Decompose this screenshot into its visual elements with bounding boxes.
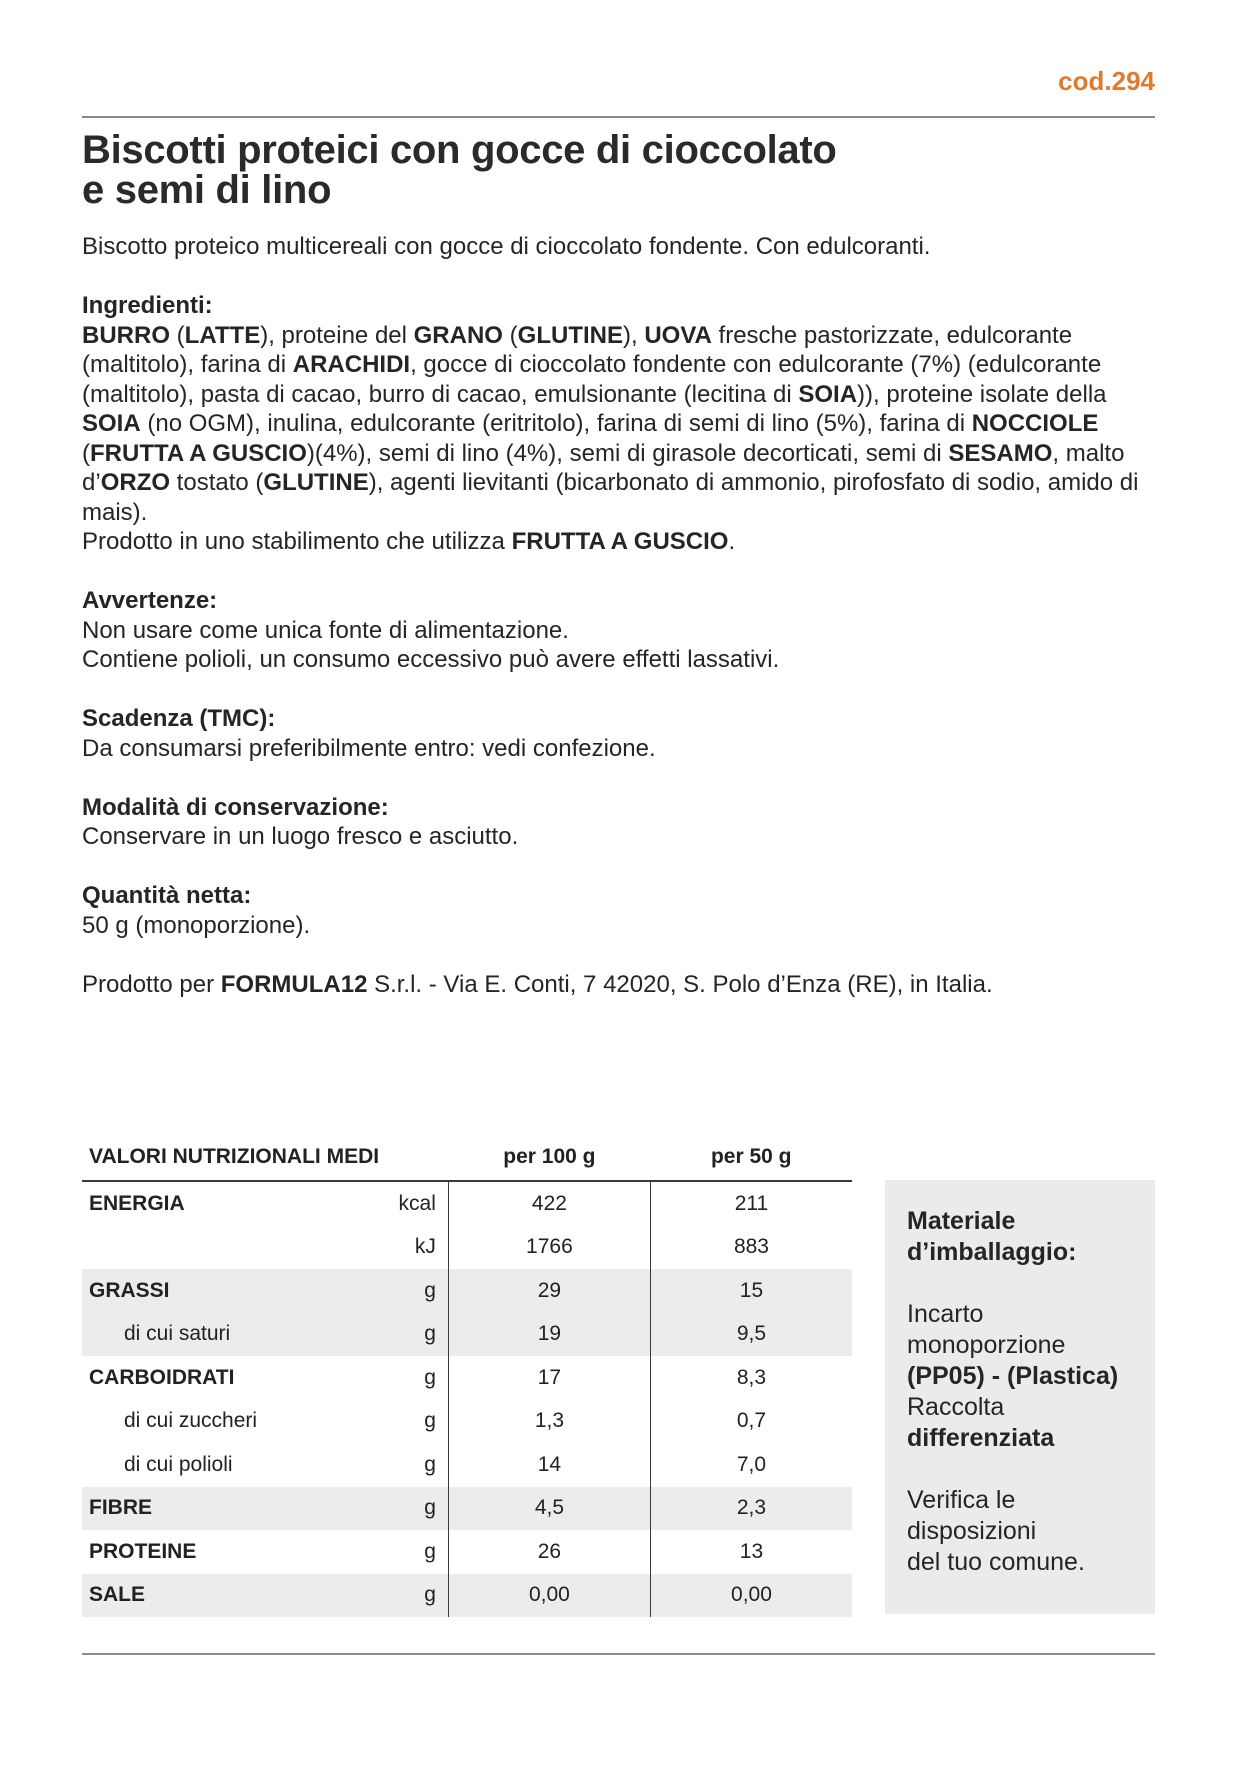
title-line-2: e semi di lino xyxy=(82,168,332,212)
nutrient-value-per100: 422 xyxy=(448,1181,650,1226)
nutrition-row xyxy=(82,1443,852,1487)
nutrition-row xyxy=(82,1574,852,1618)
nutrient-name: ENERGIA xyxy=(89,1191,185,1215)
packaging-title-1: Materiale xyxy=(907,1207,1016,1235)
packaging-line-3: (PP05) - (Plastica) xyxy=(907,1362,1119,1390)
facility-note xyxy=(82,527,1162,557)
nutrition-row xyxy=(82,1487,852,1531)
allergen-text: GRANO xyxy=(413,321,503,349)
nutrient-value-per50: 13 xyxy=(739,1539,764,1563)
warning-line-2: Contiene polioli, un consumo eccessivo può avere effetti lassativi. xyxy=(82,646,780,673)
nutrition-row xyxy=(82,1356,852,1400)
nutrition-row xyxy=(82,1400,852,1444)
ingredient-text: ( xyxy=(82,439,90,467)
expiry-text: Da consumarsi preferibilmente entro: vedi confezione. xyxy=(82,734,656,762)
warning-line-1: Non usare come unica fonte di alimentazione. xyxy=(82,616,569,644)
nutrient-value-per50: 7,0 xyxy=(736,1452,767,1476)
nutrient-value-per50: 15 xyxy=(650,1269,852,1313)
ingredient-text: tostato ( xyxy=(170,469,264,496)
nutrient-value-per50: 0,00 xyxy=(650,1574,852,1618)
nutrient-value-per100: 17 xyxy=(448,1356,650,1400)
ingredient-text: fresche pastorizzate, edulcorante (maltitolo), farina di xyxy=(82,321,1073,378)
page-title xyxy=(82,130,1152,210)
product-description: Biscotto proteico multicereali con gocce di cioccolato fondente. Con edulcoranti. xyxy=(82,233,931,260)
allergen-text: NOCCIOLE xyxy=(971,410,1099,437)
allergen-text: FRUTTA A GUSCIO xyxy=(90,439,307,467)
nutrition-table xyxy=(82,1133,852,1617)
allergen-text: BURRO xyxy=(82,321,170,349)
ingredient-text: (no OGM), inulina, edulcorante (eritritolo), farina di semi di lino (5%), farina di xyxy=(140,410,972,437)
nutrient-unit: g xyxy=(376,1269,449,1313)
nutrient-name: FIBRE xyxy=(82,1487,376,1531)
nutrient-name xyxy=(82,1226,376,1270)
nutrient-value-per100: 14 xyxy=(448,1443,650,1487)
nutrition-body xyxy=(82,1181,852,1617)
nutrient-value-per100: 0,00 xyxy=(448,1574,650,1618)
nutrient-name: CARBOIDRATI xyxy=(89,1365,235,1389)
nutrient-unit: g xyxy=(376,1400,449,1444)
top-divider xyxy=(82,116,1155,118)
ingredient-text: , malto d’ xyxy=(82,439,1125,496)
producer-prefix: Prodotto per xyxy=(82,970,221,998)
nutrient-value-per100: 19 xyxy=(448,1313,650,1357)
quantity-label: Quantità netta: xyxy=(82,882,252,909)
packaging-box xyxy=(885,1180,1155,1614)
allergen-text: UOVA xyxy=(644,321,712,349)
ingredient-text: ( xyxy=(502,321,518,349)
ingredient-text: ), agenti lievitanti (bicarbonato di ammonio, pirofosfato di sodio, amido di mais). xyxy=(82,469,1139,526)
ingredients-label: Ingredienti: xyxy=(82,292,213,319)
nutrient-name: SALE xyxy=(82,1574,376,1618)
nutrition-row xyxy=(82,1530,852,1574)
allergen-text: ORZO xyxy=(100,469,171,496)
allergen-text: SOIA xyxy=(82,410,141,437)
storage-text: Conservare in un luogo fresco e asciutto. xyxy=(82,823,519,850)
nutrition-row xyxy=(82,1181,852,1226)
nutrient-value-per50: 2,3 xyxy=(650,1487,852,1531)
ingredient-text: ( xyxy=(170,321,185,349)
packaging-line-5: differenziata xyxy=(907,1424,1055,1452)
nutrient-unit: g xyxy=(376,1487,449,1531)
expiry-label: Scadenza (TMC): xyxy=(82,705,276,732)
nutrient-name: di cui zuccheri xyxy=(124,1409,258,1433)
nutrient-value-per100: 1,3 xyxy=(448,1400,650,1444)
product-info xyxy=(82,232,1162,999)
nutrient-value-per50: 0,7 xyxy=(736,1409,767,1433)
nutrition-header-per50: per 50 g xyxy=(650,1133,852,1181)
nutrition-row xyxy=(82,1269,852,1313)
verify-line-1: Verifica le xyxy=(907,1486,1016,1514)
producer-address: S.r.l. - Via E. Conti, 7 42020, S. Polo d’Enza (RE), in Italia. xyxy=(367,970,993,998)
nutrient-value-per50: 8,3 xyxy=(736,1365,767,1389)
packaging-title-2: d’imballaggio: xyxy=(907,1238,1077,1266)
nutrient-name: PROTEINE xyxy=(89,1539,197,1563)
nutrient-value-per100: 4,5 xyxy=(448,1487,650,1531)
allergen-text: GLUTINE xyxy=(263,469,369,496)
ingredients-text xyxy=(82,321,1162,528)
nutrient-value-per100: 29 xyxy=(448,1269,650,1313)
nutrition-row xyxy=(82,1226,852,1270)
nutrient-value-per50: 211 xyxy=(734,1191,769,1215)
nutrient-unit: kJ xyxy=(376,1226,449,1270)
nutrition-header-per100: per 100 g xyxy=(448,1133,650,1181)
producer-info xyxy=(82,970,1162,1000)
ingredient-text: )(4%), semi di lino (4%), semi di girasole decorticati, semi di xyxy=(306,439,949,467)
allergen-text: SOIA xyxy=(798,380,858,408)
facility-prefix: Prodotto in uno stabilimento che utilizza xyxy=(82,528,512,555)
ingredient-text: , gocce di cioccolato fondente con edulcorante (7%) (edulcorante (maltitolo), pasta di cacao, burro di cacao, emulsionante (lecitina di xyxy=(82,351,1102,408)
producer-brand: FORMULA12 xyxy=(220,970,368,998)
allergen-text: SESAMO xyxy=(948,439,1053,467)
nutrition-header-title: VALORI NUTRIZIONALI MEDI xyxy=(82,1133,448,1181)
nutrient-value-per50: 9,5 xyxy=(650,1313,852,1357)
packaging-line-4: Raccolta xyxy=(907,1393,1005,1421)
verify-line-2: disposizioni xyxy=(907,1517,1037,1545)
nutrient-name: di cui polioli xyxy=(124,1452,233,1476)
storage-label: Modalità di conservazione: xyxy=(82,793,389,821)
product-code: cod.294 xyxy=(1058,66,1155,96)
ingredient-text: )), proteine isolate della xyxy=(857,380,1107,408)
allergen-text: GLUTINE xyxy=(517,321,623,349)
packaging-line-2: monoporzione xyxy=(907,1331,1066,1359)
nutrient-value-per100: 1766 xyxy=(448,1226,650,1270)
nutrient-unit: g xyxy=(376,1356,449,1400)
packaging-line-1: Incarto xyxy=(907,1300,984,1328)
nutrient-unit: g xyxy=(376,1313,449,1357)
nutrient-unit: g xyxy=(376,1574,449,1618)
allergen-text: LATTE xyxy=(184,321,261,349)
nutrient-unit: g xyxy=(376,1443,449,1487)
title-line-1: Biscotti proteici con gocce di cioccolato xyxy=(82,128,837,172)
nutrient-unit: g xyxy=(376,1530,449,1574)
facility-allergen: FRUTTA A GUSCIO xyxy=(511,528,729,555)
nutrition-header-row xyxy=(82,1133,852,1181)
ingredient-text: ), proteine del xyxy=(260,321,414,349)
nutrient-value-per100: 26 xyxy=(448,1530,650,1574)
nutrient-unit: kcal xyxy=(376,1181,449,1226)
nutrient-name: di cui saturi xyxy=(82,1313,376,1357)
nutrient-name: GRASSI xyxy=(82,1269,376,1313)
nutrient-value-per50: 883 xyxy=(733,1235,769,1259)
nutrition-row xyxy=(82,1313,852,1357)
facility-suffix: . xyxy=(728,528,736,555)
bottom-divider xyxy=(82,1653,1155,1655)
warnings-label: Avvertenze: xyxy=(82,587,218,614)
quantity-text: 50 g (monoporzione). xyxy=(82,911,311,939)
verify-line-3: del tuo comune. xyxy=(907,1548,1085,1576)
allergen-text: ARACHIDI xyxy=(292,351,411,378)
ingredient-text: ), xyxy=(622,321,645,349)
